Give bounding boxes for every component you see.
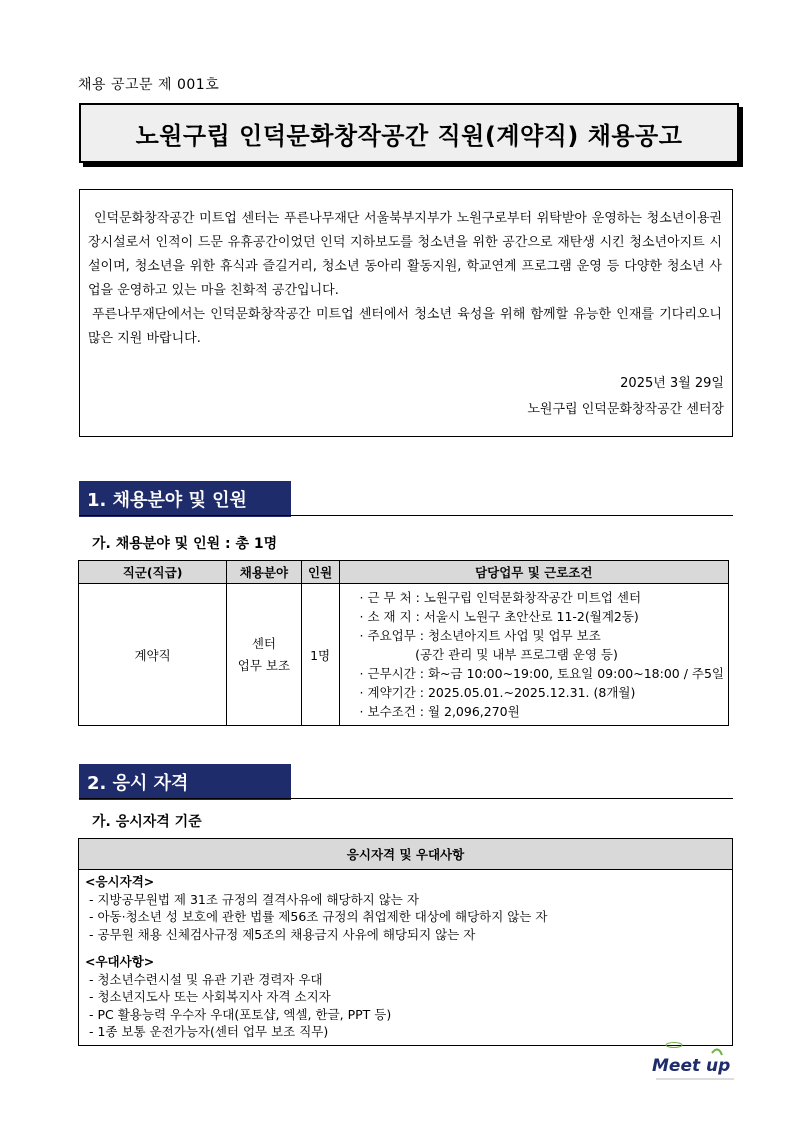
logo-text: Meet up xyxy=(652,1056,731,1076)
list-item: - 지방공무원법 제 31조 규정의 결격사유에 해당하지 않는 자 xyxy=(89,891,419,907)
qualification-table xyxy=(78,838,733,1046)
meetup-logo-icon xyxy=(650,1035,740,1085)
duty-main-task: · 주요업무 : 청소년아지트 사업 및 업무 보조 xyxy=(359,628,601,643)
cell-job-group: 계약직 xyxy=(79,584,227,726)
qualification-row xyxy=(79,870,733,1046)
title-box xyxy=(79,103,739,163)
list-item: - 공무원 채용 신체검사규정 제5조의 채용금지 사유에 해당되지 않는 자 xyxy=(89,926,476,942)
section-2-header: 2. 응시 자격 xyxy=(79,764,291,800)
list-item: - 1종 보통 운전가능자(센터 업무 보조 직무) xyxy=(89,1024,329,1039)
preferences-title: <우대사항> xyxy=(85,954,155,969)
duty-workplace: · 근 무 처 : 노원구립 인덕문화창작공간 미트업 센터 xyxy=(359,590,642,605)
list-item: - 아동·청소년 성 보호에 관한 법률 제56조 규정의 취업제한 대상에 해당하지 않는 자 xyxy=(89,909,548,924)
list-item: - 청소년수련시설 및 유관 기관 경력자 우대 xyxy=(89,971,323,987)
intro-paragraph-2: 푸른나무재단에서는 인덕문화창작공간 미트업 센터에서 청소년 육성을 위해 함께할 유능한 인재를 기다리오니 많은 지원 바랍니다. xyxy=(88,307,722,346)
recruitment-table xyxy=(78,560,729,726)
duty-contract-period: · 계약기간 : 2025.05.01.~2025.12.31. (8개월) xyxy=(359,685,636,700)
intro-paragraph-1: 인덕문화창작공간 미트업 센터는 푸른나무재단 서울북부지부가 노원구로부터 위탁받아 운영하는 청소년이용권장시설로서 인적이 드문 유휴공간이었던 인덕 지하보도를 청소년을 위한 공간으로 재탄생 시킨 청소년아지트 시설이며, 청소년을 위한 휴식과 즐길거리, 청소년 동아리 활동지원, 학교연계 프로그램 운영 등 다양한 청소년 사업을 운영하고 있는 마을 친화적 공간입니다. xyxy=(88,211,722,298)
intro-box xyxy=(79,189,733,437)
signer: 노원구립 인덕문화창작공간 센터장 xyxy=(527,402,724,417)
header-headcount: 인원 xyxy=(301,561,339,584)
cell-headcount: 1명 xyxy=(301,584,339,726)
section-1-divider xyxy=(79,515,733,516)
field-line-1: 센터 xyxy=(251,635,276,651)
header-duties: 담당업무 및 근로조건 xyxy=(339,561,728,584)
cell-field xyxy=(227,584,302,726)
announcement-date: 2025년 3월 29일 xyxy=(620,376,724,391)
document-title: 노원구립 인덕문화창작공간 직원(계약직) 채용공고 xyxy=(135,121,683,150)
qualifications-title: <응시자격> xyxy=(85,874,155,889)
table-row xyxy=(79,584,729,726)
table-header-row xyxy=(79,561,729,584)
cell-duties xyxy=(339,584,728,726)
document-number: 채용 공고문 제 001호 xyxy=(78,77,220,93)
qualification-header-row xyxy=(79,839,733,870)
header-job-group: 직군(직급) xyxy=(79,561,227,584)
duty-salary: · 보수조건 : 월 2,096,270원 xyxy=(359,704,520,719)
section-1-header: 1. 채용분야 및 인원 xyxy=(79,481,291,517)
list-item: - 청소년지도사 또는 사회복지사 자격 소지자 xyxy=(89,989,331,1004)
qualification-header: 응시자격 및 우대사항 xyxy=(79,839,733,870)
duty-hours: · 근무시간 : 화~금 10:00~19:00, 토요일 09:00~18:00 / 주5일 xyxy=(359,666,724,681)
section-2-divider xyxy=(79,798,733,799)
qualification-cell xyxy=(79,870,733,1046)
header-field: 채용분야 xyxy=(227,561,302,584)
section-2-subheading: 가. 응시자격 기준 xyxy=(92,814,202,830)
duty-main-task-detail: (공간 관리 및 내부 프로그램 운영 등) xyxy=(359,647,618,662)
field-line-2: 업무 보조 xyxy=(237,657,291,673)
list-item: - PC 활용능력 우수자 우대(포토샵, 엑셀, 한글, PPT 등) xyxy=(89,1006,392,1022)
section-1-subheading: 가. 채용분야 및 인원 : 총 1명 xyxy=(92,536,278,552)
duty-location: · 소 재 지 : 서울시 노원구 초안산로 11-2(월계2동) xyxy=(359,609,639,624)
